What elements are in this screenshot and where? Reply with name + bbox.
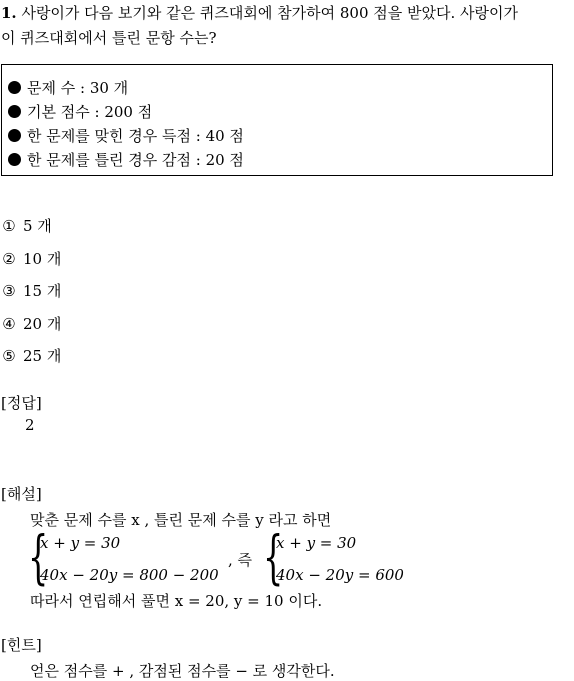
option-5[interactable]: ⑤ 25 개 — [2, 347, 62, 365]
box-item: 기본 점수 : 200 점 — [8, 101, 152, 122]
option-mark: ⑤ — [2, 347, 16, 365]
hint-text: 얻은 점수를 + , 감점된 점수를 − 로 생각한다. — [30, 662, 335, 680]
option-4[interactable]: ④ 20 개 — [2, 315, 62, 333]
answer-heading: [정답] — [1, 394, 42, 412]
option-3[interactable]: ③ 15 개 — [2, 282, 62, 300]
box-item: 한 문제를 맞힌 경우 득점 : 40 점 — [8, 125, 244, 146]
bullet-icon — [8, 153, 21, 166]
info-box — [1, 64, 553, 176]
question-line-1 — [1, 2, 518, 23]
left-brace-2: { — [263, 523, 284, 591]
explanation-line-1: 맞춘 문제 수를 x , 틀린 문제 수를 y 라고 하면 — [30, 511, 332, 529]
bullet-icon — [8, 105, 21, 118]
option-mark: ② — [2, 250, 16, 268]
explanation-final: 따라서 연립해서 풀면 x = 20, y = 10 이다. — [30, 592, 323, 610]
option-mark: ③ — [2, 282, 16, 300]
bullet-icon — [8, 129, 21, 142]
system1-eq2: 40x − 20y = 800 − 200 — [40, 566, 219, 584]
option-2[interactable]: ② 10 개 — [2, 250, 62, 268]
question-text-1: 사랑이가 다음 보기와 같은 퀴즈대회에 참가하여 800 점을 받았다. 사랑이가 — [21, 4, 518, 22]
hint-heading: [힌트] — [1, 636, 42, 654]
system1-eq1: x + y = 30 — [40, 534, 121, 552]
question-number: 1. — [1, 4, 17, 22]
system2-eq2: 40x − 20y = 600 — [276, 566, 404, 584]
option-1[interactable]: ① 5 개 — [2, 217, 52, 235]
box-item: 한 문제를 틀린 경우 감점 : 20 점 — [8, 149, 244, 170]
bullet-icon — [8, 81, 21, 94]
left-brace-1: { — [28, 523, 49, 591]
system2-eq1: x + y = 30 — [276, 534, 357, 552]
connector-text: , 즉 — [228, 551, 253, 569]
answer-value: 2 — [25, 416, 35, 434]
box-item: 문제 수 : 30 개 — [8, 77, 128, 98]
explanation-heading: [해설] — [1, 485, 42, 503]
option-mark: ① — [2, 217, 16, 235]
question-line-2: 이 퀴즈대회에서 틀린 문항 수는? — [1, 29, 217, 47]
option-mark: ④ — [2, 315, 16, 333]
